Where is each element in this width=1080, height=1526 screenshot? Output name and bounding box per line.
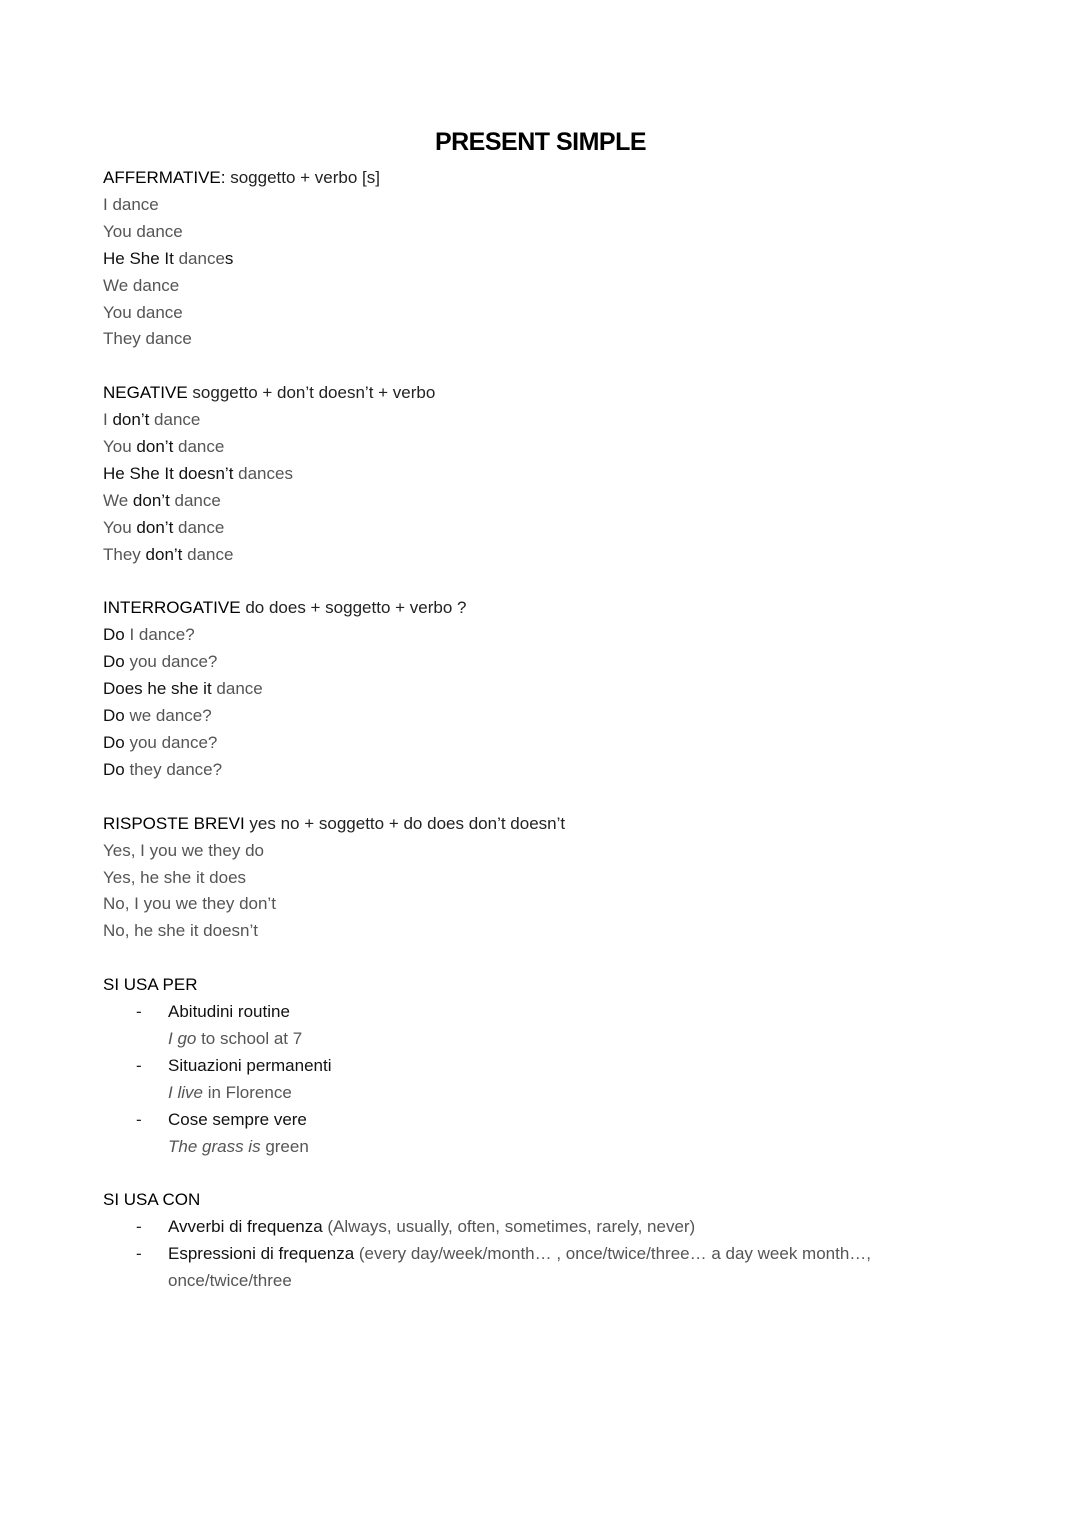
row-rest: we dance? [124, 706, 212, 726]
row-aux: Do [103, 625, 125, 645]
row-verb: dance [149, 410, 201, 430]
with-item-rest: (Always, usually, often, sometimes, rarely, never) [322, 1217, 696, 1237]
example-rest: in Florence [202, 1082, 292, 1102]
bullet-dash: - [136, 1244, 142, 1264]
uses-example [103, 1080, 983, 1107]
interrogative-row [103, 676, 983, 703]
spacer [103, 945, 983, 972]
row-aux: Do [103, 733, 125, 752]
short-answer-row: No, he she it doesn’t [103, 921, 258, 941]
short-answer-row: No, I you we they don’t [103, 894, 276, 914]
row-subject: We [103, 490, 133, 510]
with-item [103, 1241, 928, 1295]
negative-row [103, 488, 983, 515]
row-aux: Do [103, 759, 125, 779]
example-rest: green [260, 1136, 309, 1156]
short-answers-header [103, 811, 983, 838]
row-rest: they dance? [124, 759, 223, 779]
affirmative-header [103, 165, 983, 192]
bullet-dash: - [136, 1055, 142, 1075]
row-text: We dance [103, 275, 180, 295]
row-text: I dance [103, 194, 159, 214]
negative-header [103, 380, 983, 407]
interrogative-row [103, 757, 983, 784]
with-item-rest: (every day/week/month… , once/twice/three… a day week month…, once/twice/three [168, 1244, 872, 1291]
row-rest: dance [211, 679, 263, 699]
spacer [103, 569, 983, 596]
with-item-text: Avverbi di frequenza [168, 1217, 323, 1237]
row-verb: dance [173, 517, 225, 537]
uses-item [103, 1107, 983, 1134]
short-answer-row: Yes, he she it does [103, 867, 247, 887]
with-header [103, 1187, 983, 1214]
affirmative-row [103, 326, 983, 353]
row-verb: dance [173, 437, 225, 457]
spacer [103, 784, 983, 811]
affirmative-desc: soggetto + verbo [s] [225, 168, 380, 187]
affirmative-row [103, 273, 983, 300]
negative-row [103, 407, 983, 434]
example-italic: I live [168, 1082, 203, 1102]
row-text: You dance [103, 221, 183, 241]
example-italic: The grass is [168, 1136, 261, 1156]
affirmative-label: AFFERMATIVE: [103, 168, 226, 187]
row-aux: don’t [132, 490, 170, 510]
row-text: They dance [103, 329, 192, 349]
spacer [103, 1160, 983, 1187]
with-item-text: Espressioni di frequenza [168, 1244, 355, 1264]
bullet-dash: - [136, 1002, 142, 1022]
row-aux: don’t [145, 544, 183, 564]
row-aux: don’t [112, 410, 150, 430]
interrogative-header [103, 595, 983, 622]
uses-item [103, 999, 983, 1026]
uses-label: SI USA PER [103, 975, 198, 995]
row-subject: You [103, 517, 137, 537]
short-answers-label: RISPOSTE BREVI [103, 813, 245, 833]
row-aux: don’t [136, 437, 174, 457]
uses-item [103, 1053, 983, 1080]
page-title: PRESENT SIMPLE [434, 128, 647, 156]
document-page [103, 128, 983, 1295]
row-text: dance [173, 248, 225, 268]
uses-item-text: Situazioni permanenti [168, 1055, 332, 1075]
row-rest: you dance? [124, 652, 218, 672]
row-verb: dances [233, 463, 293, 483]
row-text: You dance [103, 302, 183, 322]
row-aux: Does he she it [103, 679, 212, 699]
affirmative-row [103, 192, 983, 219]
row-aux: Do [103, 706, 125, 726]
uses-item-text: Cose sempre vere [168, 1109, 307, 1129]
negative-label: NEGATIVE [103, 383, 188, 403]
affirmative-row [103, 246, 983, 273]
interrogative-row [103, 622, 983, 649]
with-item [103, 1214, 983, 1241]
negative-row [103, 515, 983, 542]
interrogative-desc: do does + soggetto + verbo ? [240, 598, 467, 618]
negative-desc: soggetto + don’t doesn’t + verbo [187, 383, 436, 403]
uses-example [103, 1134, 983, 1161]
row-subject: You [103, 437, 137, 457]
row-subject: They [103, 544, 146, 564]
row-aux: Do [103, 652, 125, 672]
spacer [103, 353, 983, 380]
bullet-dash: - [136, 1217, 142, 1237]
row-verb: dance [169, 490, 221, 510]
row-aux: He She It doesn’t [103, 463, 234, 483]
affirmative-row [103, 219, 983, 246]
row-subject: I [103, 410, 113, 430]
with-label: SI USA CON [103, 1190, 201, 1210]
negative-row [103, 434, 983, 461]
row-rest: you dance? [124, 733, 218, 752]
short-answers-desc: yes no + soggetto + do does don’t doesn’t [244, 813, 566, 833]
interrogative-row [103, 703, 983, 730]
bullet-dash: - [136, 1109, 142, 1129]
row-verb: dance [182, 544, 234, 564]
interrogative-row [103, 730, 983, 757]
negative-row [103, 461, 983, 488]
short-answer-row: Yes, I you we they do [103, 840, 264, 860]
uses-item-text: Abitudini routine [168, 1002, 290, 1022]
example-rest: to school at 7 [196, 1028, 303, 1048]
row-subject: He She It [103, 248, 174, 268]
uses-example [103, 1026, 983, 1053]
uses-header [103, 972, 983, 999]
row-suffix: s [224, 248, 234, 268]
row-aux: don’t [136, 517, 174, 537]
interrogative-label: INTERROGATIVE [103, 598, 241, 618]
example-italic: I go [168, 1028, 197, 1048]
negative-row [103, 542, 983, 569]
interrogative-row [103, 649, 983, 676]
affirmative-row [103, 300, 983, 327]
row-rest: I dance? [124, 625, 195, 645]
